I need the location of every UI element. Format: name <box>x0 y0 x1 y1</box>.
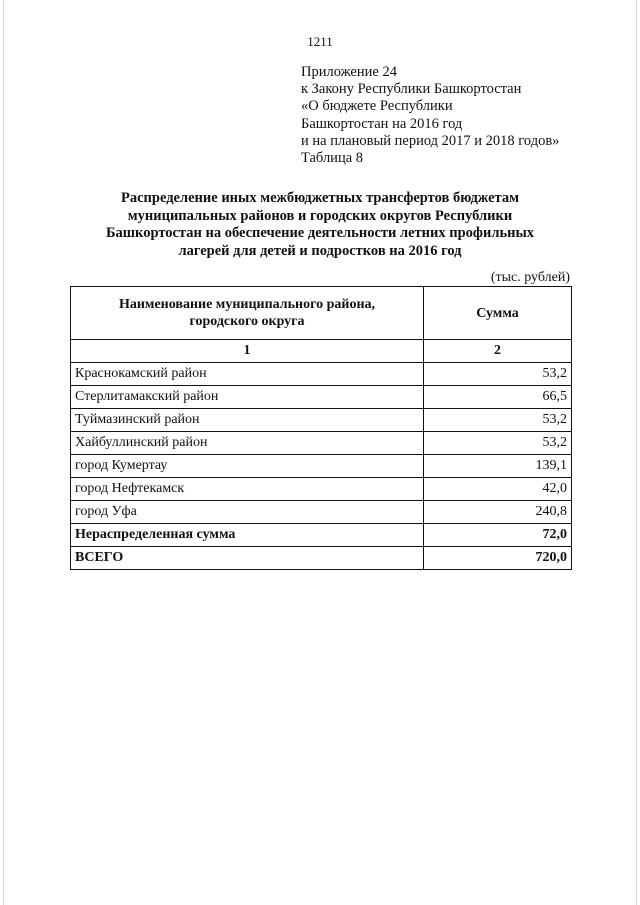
page-edge-left <box>3 0 4 905</box>
row-value: 66,5 <box>424 386 572 409</box>
table-row <box>71 455 572 478</box>
row-name: Стерлитамакский район <box>71 386 424 409</box>
row-name: город Кумертау <box>71 455 424 478</box>
row-name: город Уфа <box>71 501 424 524</box>
appendix-line: Башкортостан на 2016 год <box>301 115 463 132</box>
row-value: 720,0 <box>424 547 572 570</box>
table-header-row <box>71 287 572 340</box>
table-row <box>71 386 572 409</box>
appendix-reference <box>301 64 559 167</box>
unallocated-row <box>71 524 572 547</box>
column-number-row <box>71 340 572 363</box>
row-name: Хайбуллинский район <box>71 432 424 455</box>
row-value: 139,1 <box>424 455 572 478</box>
row-name: Туймазинский район <box>71 409 424 432</box>
table-row <box>71 478 572 501</box>
header-name-line: городского округа <box>189 314 305 329</box>
row-name: город Нефтекамск <box>71 478 424 501</box>
units-label: (тыс. рублей) <box>490 270 570 285</box>
appendix-table-label: Таблица 8 <box>301 150 364 167</box>
heading-line: Распределение иных межбюджетных трансфертов бюджетам <box>121 190 519 206</box>
row-value: 53,2 <box>424 363 572 386</box>
page-number: 1211 <box>307 34 333 49</box>
appendix-line: и на плановый период 2017 и 2018 годов» <box>301 132 560 149</box>
row-value: 240,8 <box>424 501 572 524</box>
appendix-line: «О бюджете Республики <box>301 98 453 115</box>
row-value: 72,0 <box>424 524 572 547</box>
total-row <box>71 547 572 570</box>
page-edge-right <box>636 0 637 905</box>
table-row <box>71 501 572 524</box>
header-name-cell <box>71 287 424 340</box>
heading-line: лагерей для детей и подростков на 2016 год <box>178 242 462 259</box>
row-name: Краснокамский район <box>71 363 424 386</box>
row-name: Нераспределенная сумма <box>71 524 424 547</box>
appendix-line: Приложение 24 <box>301 64 397 80</box>
transfers-table <box>70 286 572 570</box>
column-number: 2 <box>424 340 572 363</box>
table-row <box>71 409 572 432</box>
table-row <box>71 432 572 455</box>
row-value: 42,0 <box>424 478 572 501</box>
row-name: ВСЕГО <box>71 547 424 570</box>
header-name-line: Наименование муниципального района, <box>118 297 376 312</box>
table-row <box>71 363 572 386</box>
row-value: 53,2 <box>424 409 572 432</box>
row-value: 53,2 <box>424 432 572 455</box>
document-heading <box>70 190 570 260</box>
heading-line: Башкортостан на обеспечение деятельности летних профильных <box>105 225 535 241</box>
column-number: 1 <box>71 340 424 363</box>
appendix-line: к Закону Республики Башкортостан <box>301 81 522 98</box>
header-sum-cell: Сумма <box>424 287 572 340</box>
heading-line: муниципальных районов и городских округов Республики <box>127 207 513 224</box>
